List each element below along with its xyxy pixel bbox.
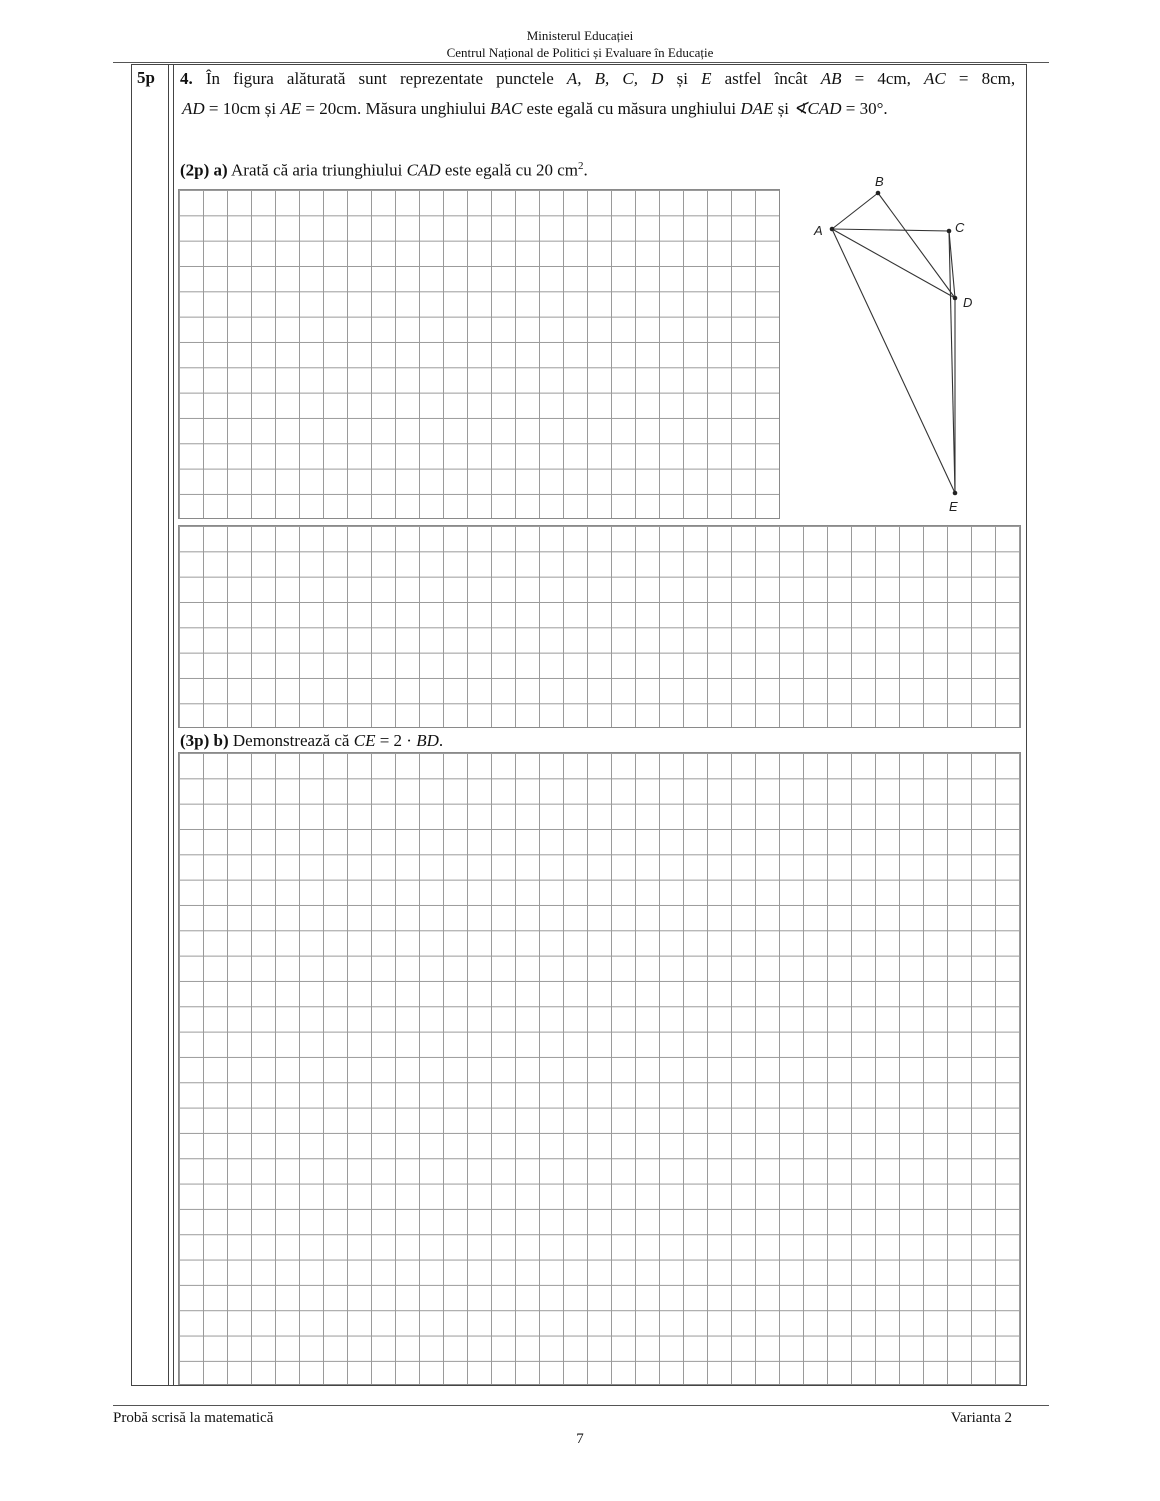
text: și	[676, 69, 688, 88]
text: Demonstrează că	[232, 731, 350, 750]
math-ad: AD	[182, 99, 205, 118]
answer-grid-a-bottom[interactable]	[178, 525, 1021, 728]
math-angle-dae: DAE	[740, 99, 774, 118]
point-c	[947, 229, 952, 234]
answer-grid-a-top[interactable]	[178, 189, 780, 519]
label-a: A	[814, 223, 823, 238]
problem-number: 4.	[180, 69, 193, 88]
header-rule	[113, 62, 1049, 63]
math-ce: CE	[353, 731, 376, 750]
header-center: Centrul Național de Politici și Evaluare în Educație	[446, 45, 714, 60]
math-ae: AE	[280, 99, 302, 118]
math-area-value: 20 cm	[535, 160, 578, 180]
math-equals: = 2 ·	[379, 731, 412, 750]
segment-ae	[832, 229, 955, 493]
part-a-score: (2p)	[180, 160, 210, 180]
points-column-divider-inner	[173, 64, 174, 1386]
math-ab-value: = 4cm,	[854, 69, 911, 88]
point-d	[953, 296, 958, 301]
part-a-text	[180, 160, 588, 181]
text: este egală cu măsura unghiului	[526, 99, 737, 118]
math-ae-value: = 20cm.	[305, 99, 362, 118]
part-b-score: (3p)	[180, 731, 210, 750]
segment-ab	[832, 193, 878, 229]
math-points: A, B, C, D	[566, 69, 664, 88]
footer-variant: Varianta 2	[950, 1410, 1012, 1426]
segment-ad	[832, 229, 955, 298]
math-angle-cad: ∢CAD	[793, 99, 842, 118]
math-bd: BD	[416, 731, 439, 750]
segment-bd	[878, 193, 955, 298]
part-a-letter: a)	[213, 160, 228, 180]
footer-subject: Probă scrisă la matematică	[113, 1410, 274, 1426]
geometry-figure	[805, 165, 1005, 525]
text: astfel încât	[724, 69, 808, 88]
text: și	[264, 99, 277, 118]
points-column-divider	[168, 64, 169, 1386]
math-angle-bac: BAC	[490, 99, 523, 118]
segment-ac	[832, 229, 949, 231]
part-b-text	[180, 731, 443, 751]
text: .	[438, 731, 444, 750]
text: Măsura unghiului	[365, 99, 486, 118]
problem-statement-line1	[180, 67, 1015, 91]
footer-rule	[113, 1405, 1049, 1406]
label-b: B	[875, 174, 884, 189]
point-e	[953, 491, 958, 496]
part-b-letter: b)	[213, 731, 229, 750]
math-point-e: E	[701, 69, 712, 88]
math-exponent: 2	[578, 160, 584, 172]
label-d: D	[963, 295, 973, 310]
math-angle-cad-value: = 30°.	[845, 99, 888, 118]
text: Arată că aria triunghiului	[231, 160, 403, 180]
answer-grid-b[interactable]	[178, 752, 1021, 1385]
math-cad: CAD	[406, 160, 441, 180]
problem-statement-line2	[182, 97, 1017, 121]
point-a	[830, 227, 835, 232]
page-number: 7	[576, 1431, 584, 1447]
math-ab: AB	[820, 69, 842, 88]
problem-points: 5p	[137, 68, 155, 87]
label-c: C	[955, 220, 965, 235]
text: .	[583, 160, 588, 180]
math-ac-value: = 8cm,	[958, 69, 1016, 88]
header-ministry: Ministerul Educației	[526, 28, 634, 43]
text: este egală cu	[444, 160, 532, 180]
math-ad-value: = 10cm	[208, 99, 261, 118]
text: În figura alăturată sunt reprezentate punctele	[205, 69, 554, 88]
label-e: E	[949, 499, 958, 514]
point-b	[876, 191, 881, 196]
text: și	[777, 99, 790, 118]
math-ac: AC	[924, 69, 946, 88]
